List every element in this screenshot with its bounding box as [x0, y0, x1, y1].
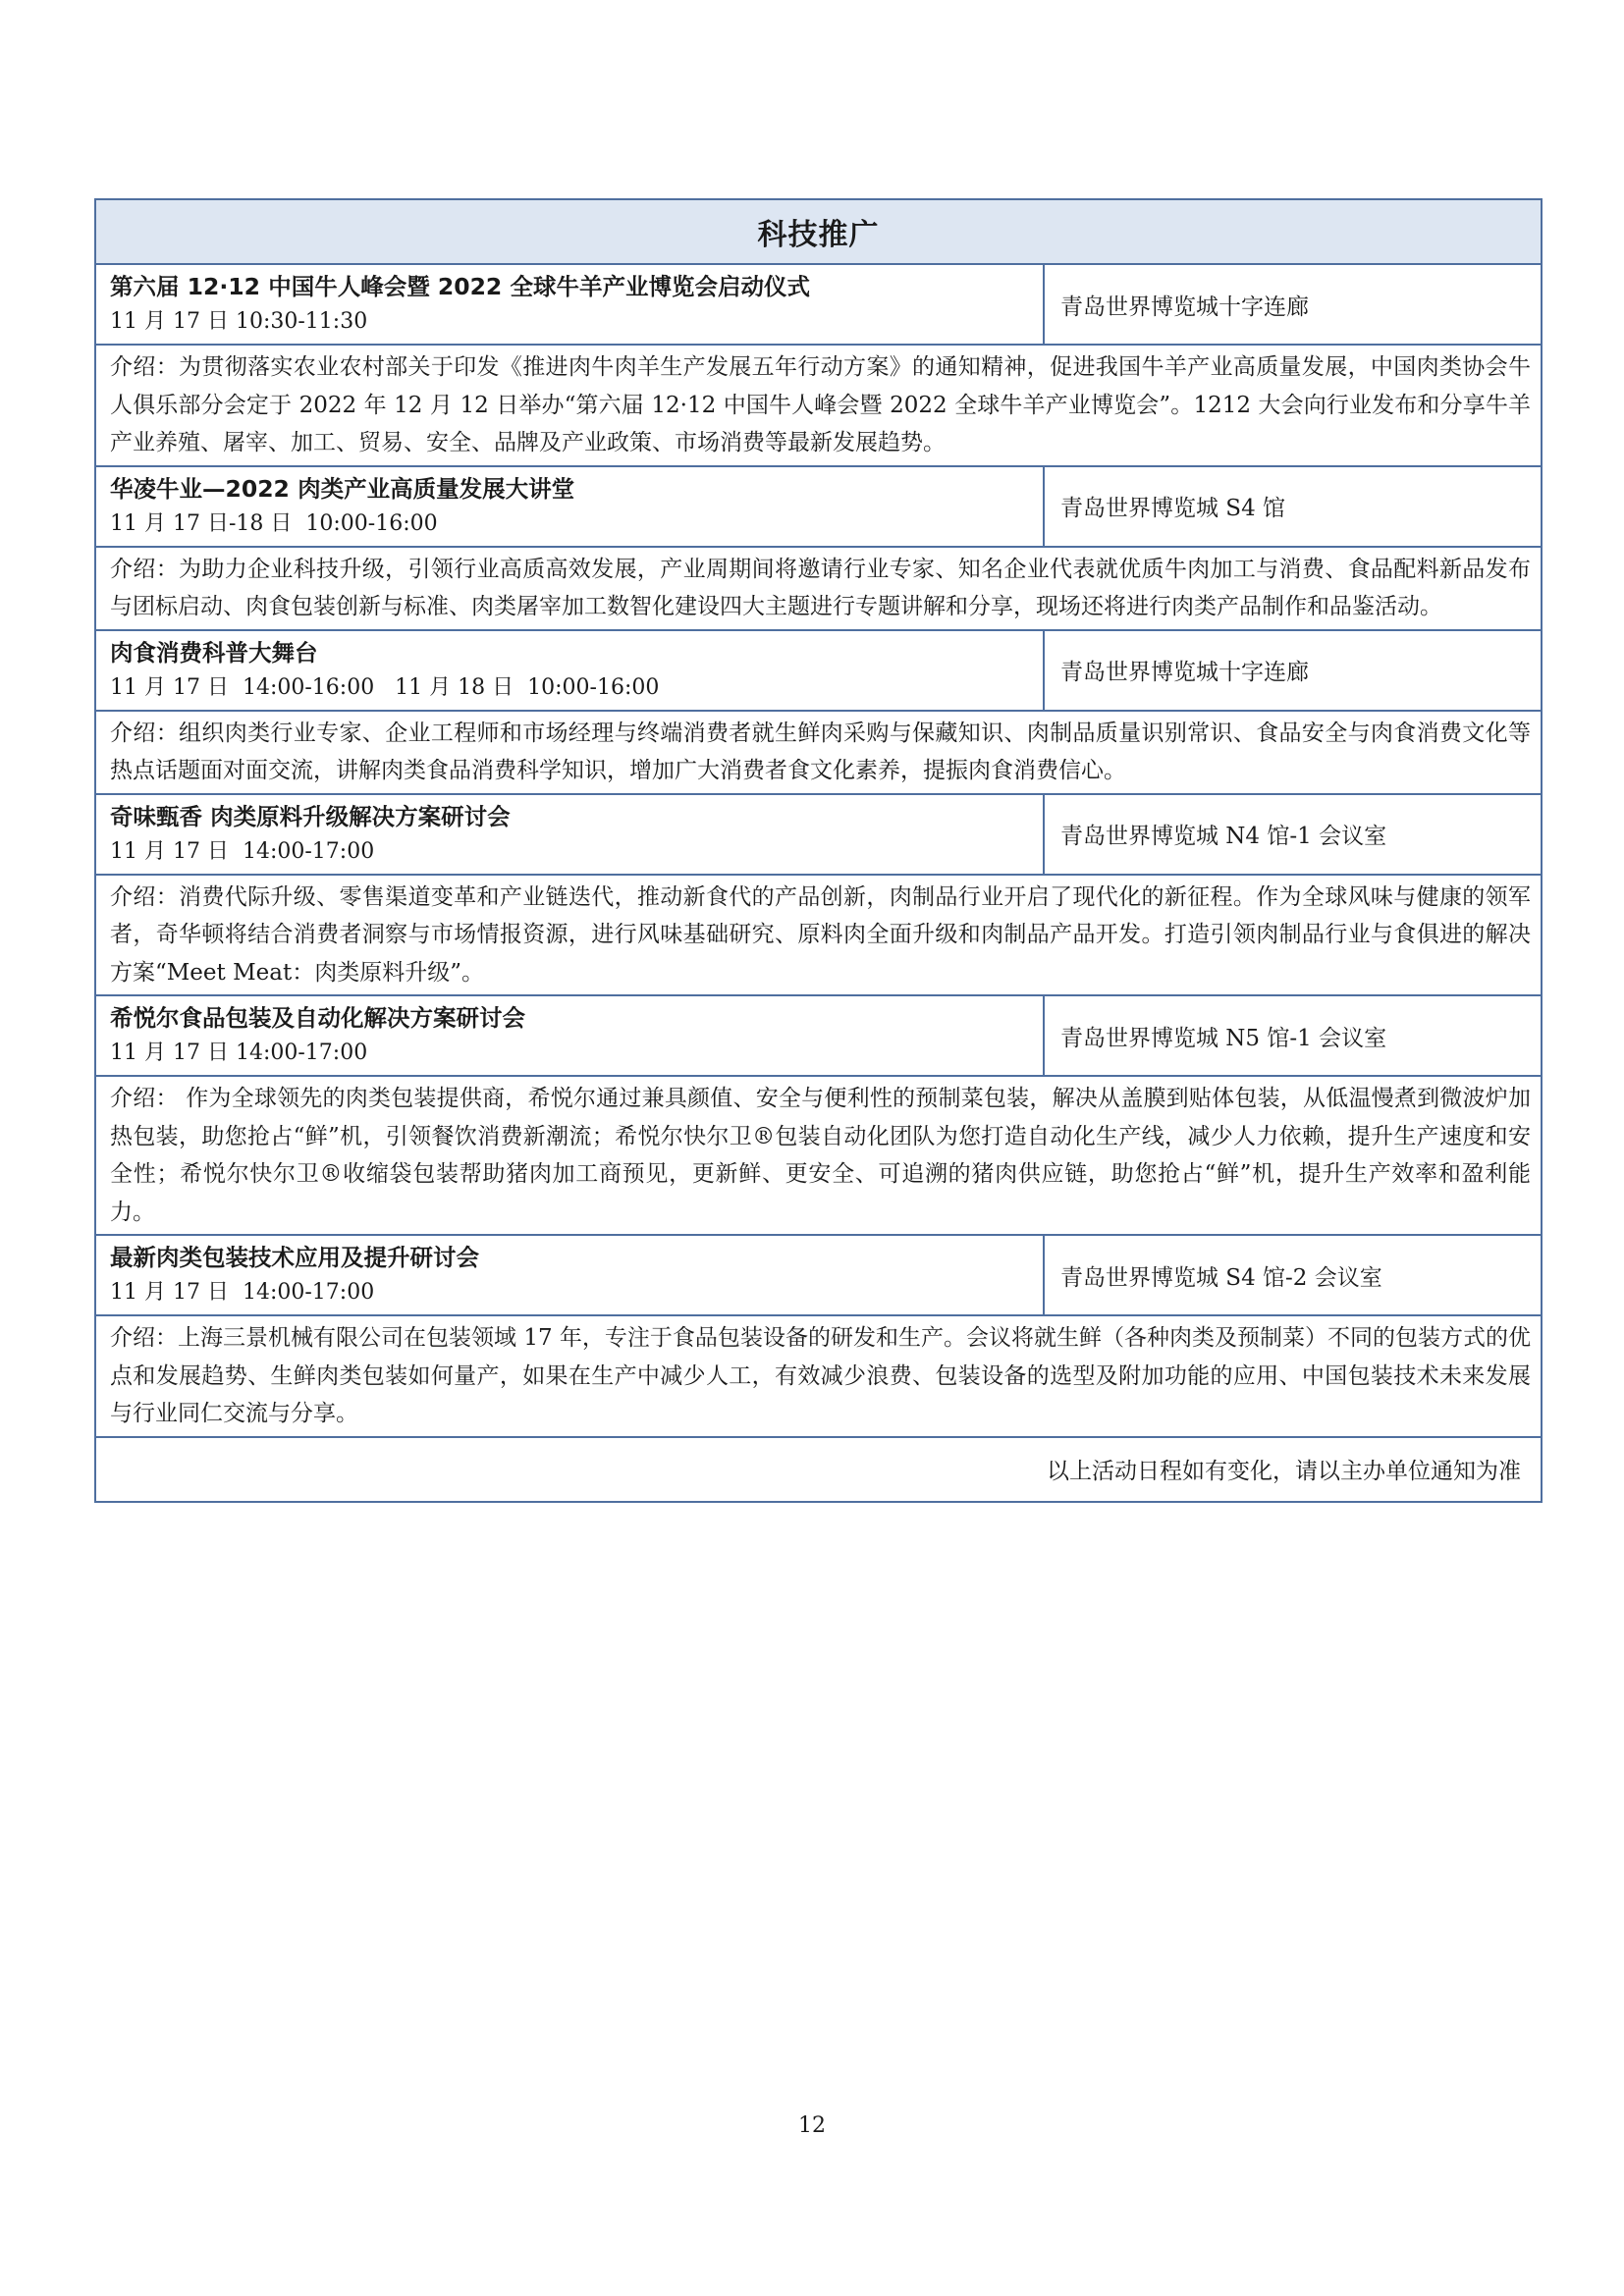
event-description: 介绍：组织肉类行业专家、企业工程师和市场经理与终端消费者就生鲜肉采购与保藏知识、肉制品质量识别常识、食品安全与肉食消费文化等热点话题面对面交流，讲解肉类食品消费科学知识，增加广大消费者食文化素养，提振肉食消费信心。 [95, 711, 1542, 794]
event-venue: 青岛世界博览城 N5 馆-1 会议室 [1044, 995, 1542, 1076]
event-title: 肉食消费科普大舞台 [110, 638, 318, 667]
event-header-row [95, 995, 1542, 1076]
event-time: 11 月 17 日 14:00-16:00 11 月 18 日 10:00-16:00 [110, 674, 660, 700]
event-time: 11 月 17 日 14:00-17:00 [110, 838, 375, 864]
event-venue: 青岛世界博览城 S4 馆-2 会议室 [1044, 1235, 1542, 1315]
event-desc-row [95, 875, 1542, 996]
event-description: 介绍：消费代际升级、零售渠道变革和产业链迭代，推动新食代的产品创新，肉制品行业开启了现代化的新征程。作为全球风味与健康的领军者，奇华顿将结合消费者洞察与市场情报资源，进行风味基础研究、原料肉全面升级和肉制品产品开发。打造引领肉制品行业与食俱进的解决方案“Meet Meat：肉类原料升级”。 [95, 875, 1542, 996]
event-venue: 青岛世界博览城十字连廊 [1044, 630, 1542, 711]
schedule-table [94, 198, 1543, 1503]
section-header-row [95, 199, 1542, 264]
event-time: 11 月 17 日 10:30-11:30 [110, 309, 368, 334]
event-desc-row [95, 711, 1542, 794]
event-description: 介绍：为助力企业科技升级，引领行业高质高效发展，产业周期间将邀请行业专家、知名企业代表就优质牛肉加工与消费、食品配料新品发布与团标启动、肉食包装创新与标准、肉类屠宰加工数智化建设四大主题进行专题讲解和分享，现场还将进行肉类产品制作和品鉴活动。 [95, 547, 1542, 630]
section-title: 科技推广 [95, 199, 1542, 264]
event-description: 介绍：为贯彻落实农业农村部关于印发《推进肉牛肉羊生产发展五年行动方案》的通知精神，促进我国牛羊产业高质量发展，中国肉类协会牛人俱乐部分会定于 2022 年 12 月 12 日举办“第六届 12·12 中国牛人峰会暨 2022 全球牛羊产业博览会”。1212 大会向行业发布和分享牛羊产业养殖、屠宰、加工、贸易、安全、品牌及产业政策、市场消费等最新发展趋势。 [95, 345, 1542, 466]
event-title: 希悦尔食品包装及自动化解决方案研讨会 [110, 1004, 525, 1032]
event-title: 第六届 12·12 中国牛人峰会暨 2022 全球牛羊产业博览会启动仪式 [110, 273, 810, 300]
event-header-row [95, 630, 1542, 711]
event-description: 介绍： 作为全球领先的肉类包装提供商，希悦尔通过兼具颜值、安全与便利性的预制菜包装，解决从盖膜到贴体包装，从低温慢煮到微波炉加热包装，助您抢占“鲜”机，引领餐饮消费新潮流；希悦尔快尔卫®包装自动化团队为您打造自动化生产线，减少人力依赖，提升生产速度和安全性；希悦尔快尔卫®收缩袋包装帮助猪肉加工商预见，更新鲜、更安全、可追溯的猪肉供应链，助您抢占“鲜”机，提升生产效率和盈利能力。 [95, 1076, 1542, 1235]
event-venue: 青岛世界博览城十字连廊 [1044, 264, 1542, 345]
event-time: 11 月 17 日 14:00-17:00 [110, 1041, 368, 1065]
footer-note-row [95, 1437, 1542, 1502]
event-title: 奇味甄香 肉类原料升级解决方案研讨会 [110, 802, 511, 830]
footer-note: 以上活动日程如有变化，请以主办单位通知为准 [95, 1437, 1542, 1502]
event-header-row [95, 264, 1542, 345]
event-title: 华凌牛业—2022 肉类产业高质量发展大讲堂 [110, 474, 575, 503]
event-header-row [95, 466, 1542, 547]
event-desc-row [95, 1315, 1542, 1437]
event-header-row [95, 1235, 1542, 1315]
event-desc-row [95, 547, 1542, 630]
page-number: 12 [798, 2113, 826, 2138]
event-desc-row [95, 1076, 1542, 1235]
event-time: 11 月 17 日-18 日 10:00-16:00 [110, 510, 438, 536]
event-title: 最新肉类包装技术应用及提升研讨会 [110, 1244, 479, 1271]
event-description: 介绍：上海三景机械有限公司在包装领域 17 年，专注于食品包装设备的研发和生产。会议将就生鲜（各种肉类及预制菜）不同的包装方式的优点和发展趋势、生鲜肉类包装如何量产，如果在生产中减少人工，有效减少浪费、包装设备的选型及附加功能的应用、中国包装技术未来发展与行业同仁交流与分享。 [95, 1315, 1542, 1437]
event-venue: 青岛世界博览城 N4 馆-1 会议室 [1044, 794, 1542, 875]
event-venue: 青岛世界博览城 S4 馆 [1044, 466, 1542, 547]
event-time: 11 月 17 日 14:00-17:00 [110, 1280, 375, 1305]
event-header-row [95, 794, 1542, 875]
event-desc-row [95, 345, 1542, 466]
